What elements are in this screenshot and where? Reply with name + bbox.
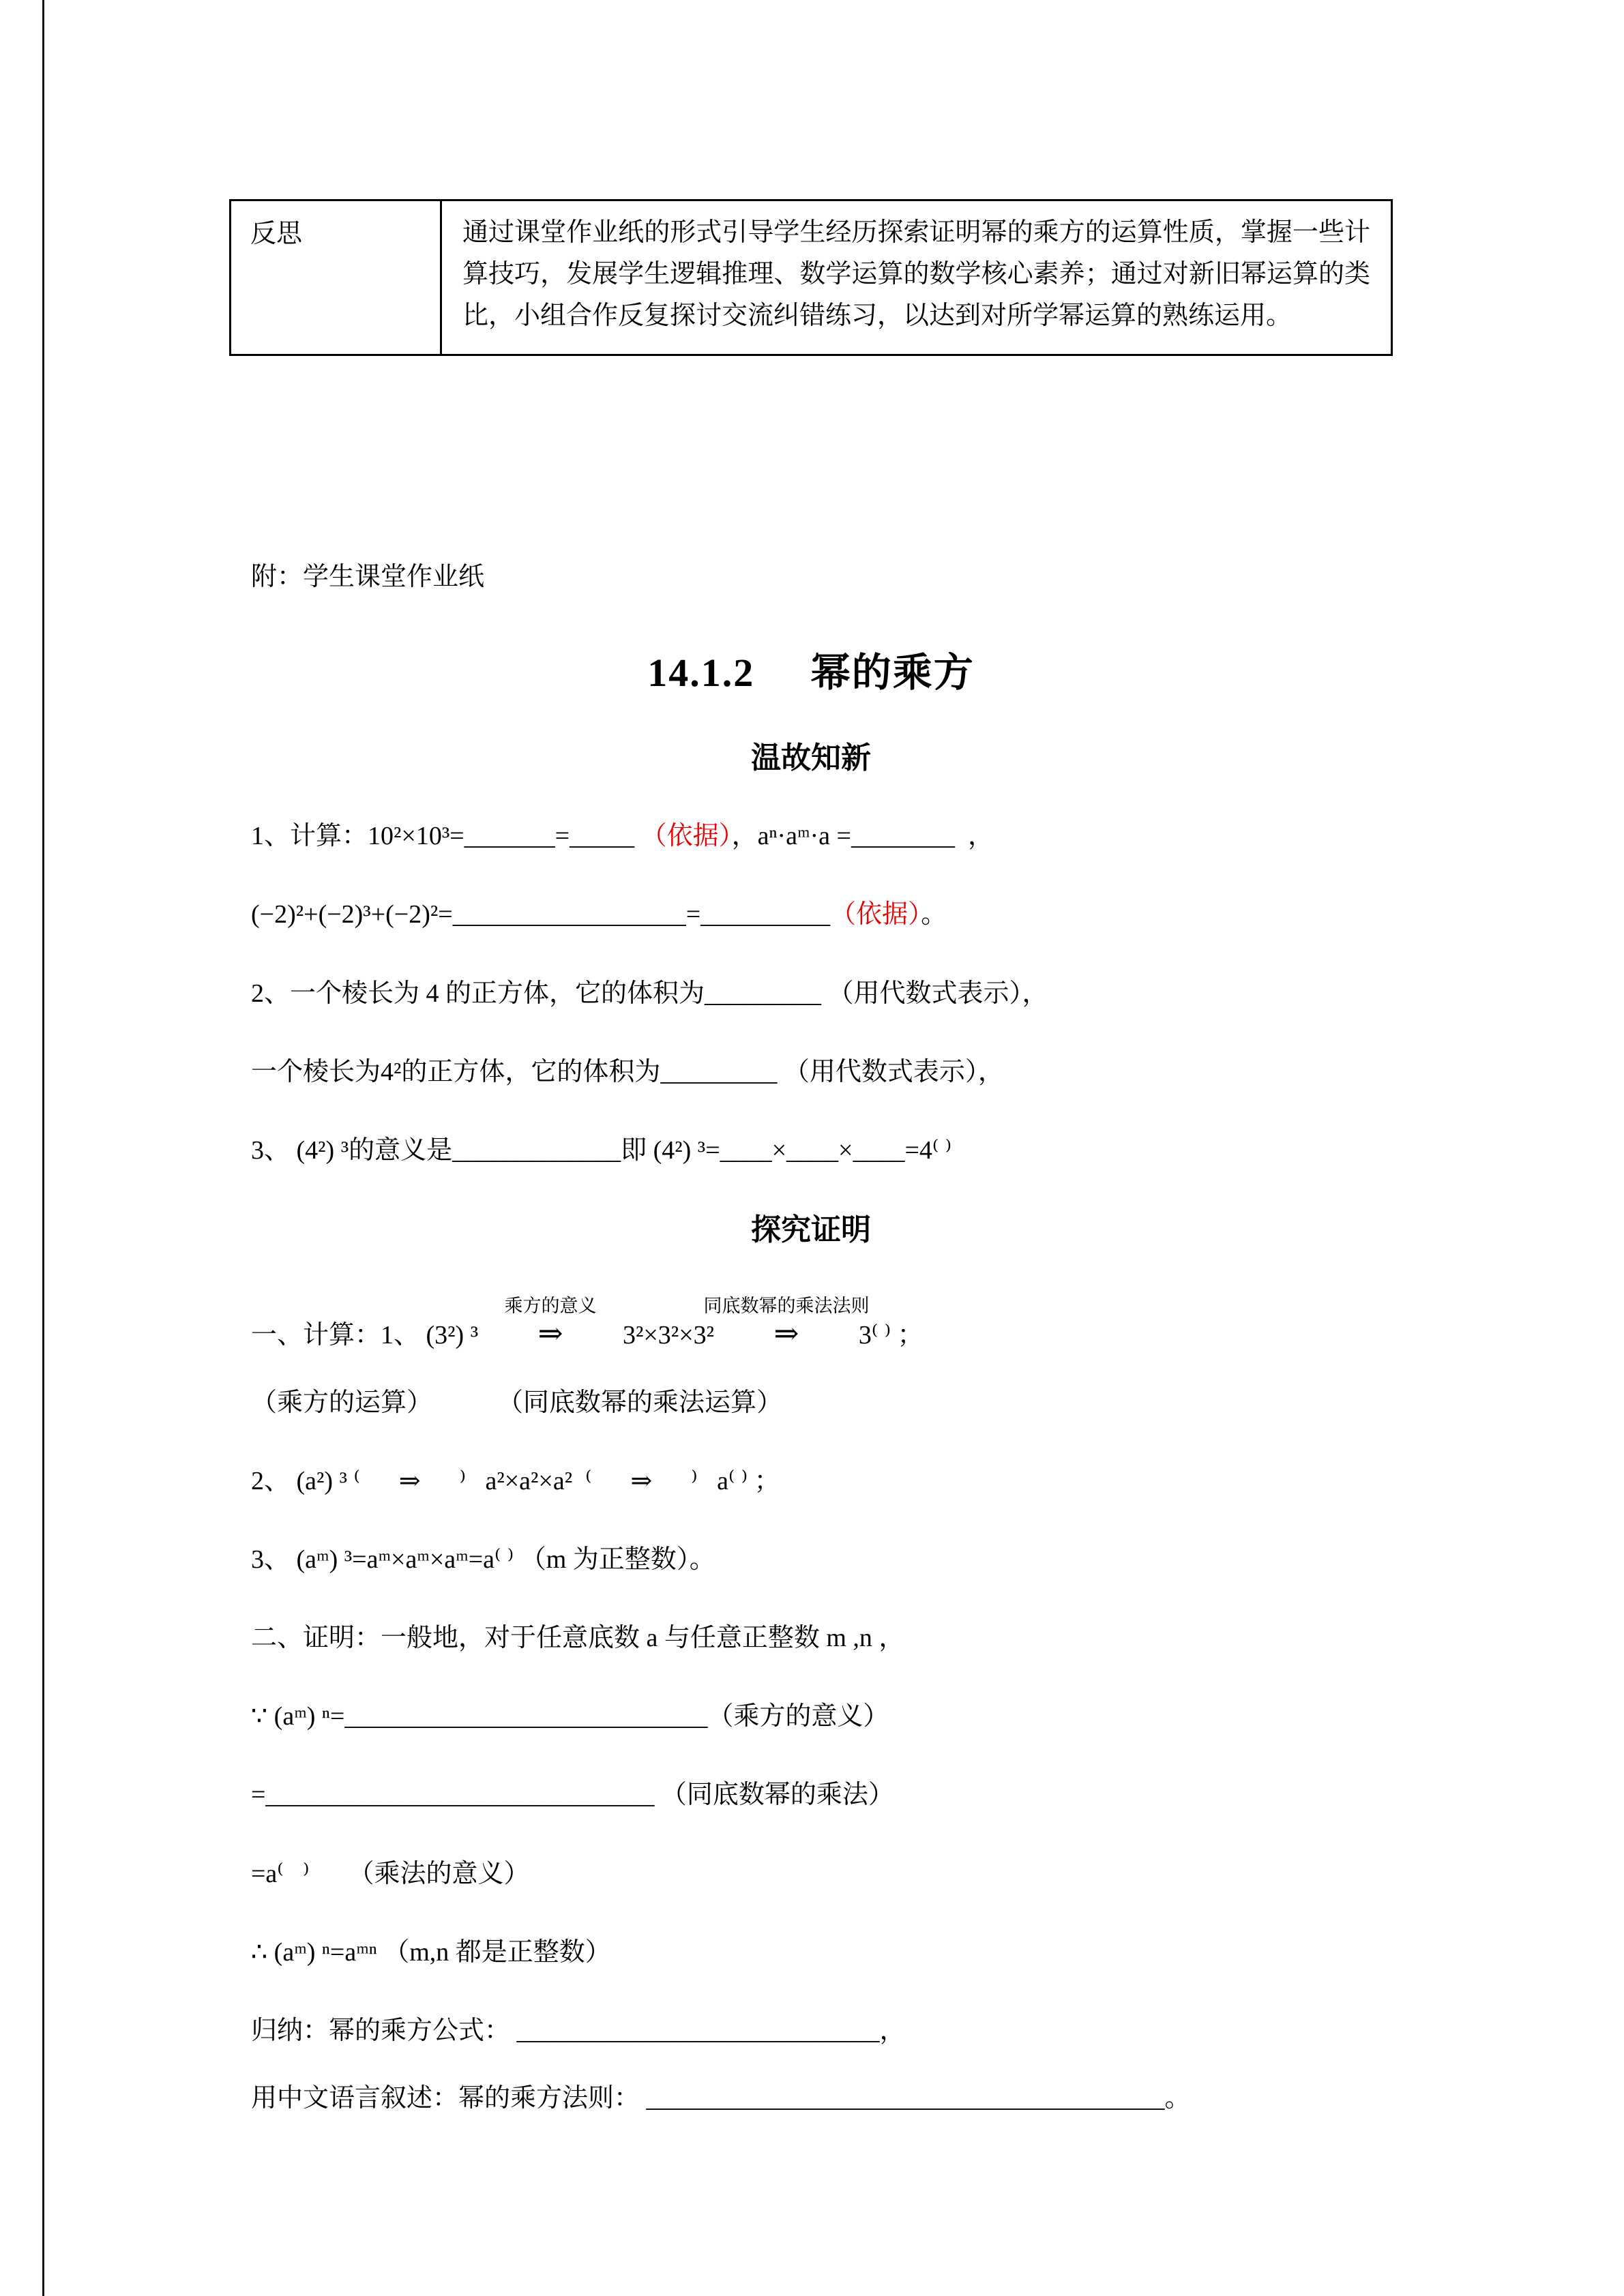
explore-calc1: [251, 1296, 1393, 1354]
q1-expression: 1、计算：10²×10³=_______=_____: [251, 822, 641, 851]
review-q1-line2: [251, 896, 1393, 934]
implies-step-1: [504, 1296, 597, 1354]
table-row: [231, 200, 1392, 355]
calc1-result: 3⁽ ⁾ ；: [852, 1320, 924, 1350]
q1-expression-cont: ，aⁿ·aᵐ·a =________ ，: [731, 822, 994, 851]
page-title: 14.1.2 幂的乘方: [647, 651, 975, 696]
q1-period: 。: [921, 900, 947, 929]
reflection-content-cell: 通过课堂作业纸的形式引导学生经历探索证明幂的乘方的运算性质，掌握一些计算技巧，发展学生逻辑推理、数学运算的数学核心素养；通过对新旧幂运算的类比，小组合作反复探讨交流纠错练习，以达到对所学幂运算的熟练运用。: [441, 200, 1392, 355]
attachment-note: 附：学生课堂作业纸: [251, 563, 485, 592]
proof-step-3: =a⁽ ⁾ （乘法的意义）: [251, 1859, 530, 1888]
section-heading-review: 温故知新: [751, 741, 871, 775]
arrow2-label: 同底数幂的乘法法则: [703, 1296, 870, 1317]
explore-calc1-note: （乘方的运算） （同底数幂的乘法运算）: [251, 1388, 783, 1417]
double-arrow-icon: ⇒: [537, 1316, 563, 1350]
explore-calc3: 3、 (aᵐ) ³=aᵐ×aᵐ×aᵐ=a⁽ ⁾ （m 为正整数）。: [251, 1545, 715, 1575]
review-q2-line2: 一个棱长为4²的正方体，它的体积为_________ （用代数式表示），: [251, 1057, 1004, 1086]
implies-step-2: [703, 1296, 870, 1354]
calc1-start: 一、计算：1、 (3²) ³: [251, 1320, 485, 1350]
proof-step-1: ∵ (aᵐ) ⁿ=____________________________（乘方的意义）: [251, 1702, 889, 1731]
q1-basis-note-2: （依据）: [830, 900, 921, 929]
review-q3: 3、 (4²) ³的意义是_____________即 (4²) ³=____×____×____=4⁽ ⁾: [251, 1135, 952, 1165]
review-q1-line1: [251, 818, 1393, 855]
section-heading-explore: 探究证明: [751, 1212, 871, 1247]
summary-rule: 用中文语言叙述：幂的乘方法则： ________________________________________。: [251, 2083, 1191, 2113]
reflection-table: [229, 199, 1393, 356]
arrow1-label: 乘方的意义: [504, 1296, 597, 1317]
proof-intro: 二、证明：一般地，对于任意底数 a 与任意正整数 m ,n ，: [251, 1624, 905, 1653]
page-edge-line: [42, 0, 44, 2296]
reflection-label-cell: 反思: [231, 200, 441, 355]
double-arrow-icon: ⇒: [773, 1316, 799, 1350]
proof-conclusion: ∴ (aᵐ) ⁿ=aᵐⁿ （m,n 都是正整数）: [251, 1937, 611, 1967]
proof-step-2: =______________________________ （同底数幂的乘法）: [251, 1780, 894, 1810]
q1-expression2: (−2)²+(−2)³+(−2)²=__________________=__________: [251, 900, 831, 929]
page-content: [229, 199, 1393, 2117]
calc1-middle: 3²×3²×3²: [616, 1320, 721, 1350]
explore-calc2: 2、 (a²) ³ ⁽ ⇒ ⁾ a²×a²×a² ⁽ ⇒ ⁾ a⁽ ⁾ ；: [251, 1467, 780, 1496]
review-q2-line1: 2、一个棱长为 4 的正方体，它的体积为_________ （用代数式表示），: [251, 979, 1048, 1008]
summary-formula: 归纳：幂的乘方公式： ____________________________，: [251, 2016, 906, 2045]
q1-basis-note: （依据）: [640, 822, 732, 851]
